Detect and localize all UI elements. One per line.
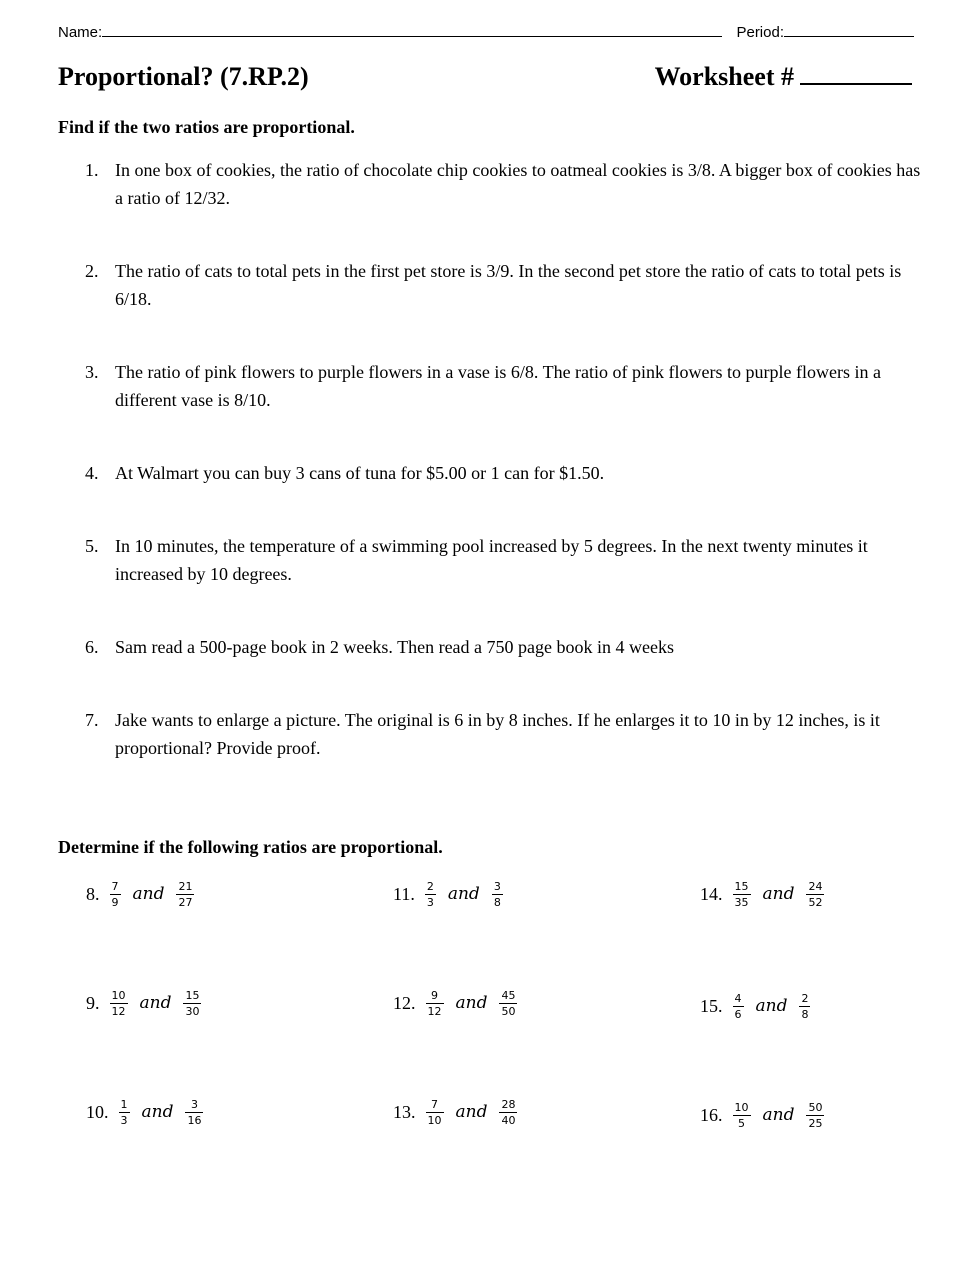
name-field[interactable] — [58, 22, 722, 41]
and-word: and — [755, 996, 788, 1016]
numerator: 3 — [190, 1097, 198, 1111]
fraction-a — [426, 989, 444, 1018]
ratio-item — [86, 1090, 207, 1134]
numerator: 28 — [501, 1097, 516, 1111]
denominator: 12 — [111, 1004, 126, 1018]
numerator: 10 — [111, 988, 126, 1002]
period-label: Period: — [736, 24, 784, 41]
problem-number: 6. — [85, 637, 99, 657]
problem-number: 7. — [85, 710, 99, 730]
ratio-number: 9. — [86, 992, 100, 1013]
ratio-item — [700, 984, 814, 1028]
denominator: 3 — [426, 895, 434, 909]
and-word: and — [762, 884, 795, 904]
problem-text: Jake wants to enlarge a picture. The original is 6 in by 8 inches. If he enlarges it to 10 in by 12 inches, is it proportional? Provide proof. — [115, 710, 880, 758]
worksheet-number — [655, 62, 912, 92]
ratio-number: 15. — [700, 995, 723, 1016]
numerator: 2 — [801, 991, 809, 1005]
numerator: 2 — [426, 879, 434, 893]
denominator: 12 — [427, 1004, 442, 1018]
and-word: and — [455, 1102, 488, 1122]
problem-text: The ratio of pink flowers to purple flowers in a vase is 6/8. The ratio of pink flowers to purple flowers in a different vase is 8/10. — [115, 362, 881, 410]
denominator: 50 — [501, 1004, 516, 1018]
ratio-item — [86, 872, 198, 916]
problem-text: At Walmart you can buy 3 cans of tuna for $5.00 or 1 can for $1.50. — [115, 463, 605, 483]
numerator: 10 — [734, 1100, 749, 1114]
problem-number: 4. — [85, 463, 99, 483]
ratio-number: 14. — [700, 883, 723, 904]
fraction-b — [799, 992, 810, 1021]
problem-number: 2. — [85, 261, 99, 281]
numerator: 24 — [808, 879, 823, 893]
fraction-a — [119, 1098, 130, 1127]
ratio-item — [393, 981, 521, 1025]
ratio-item — [393, 1090, 521, 1134]
fraction-a — [425, 880, 436, 909]
denominator: 30 — [185, 1004, 200, 1018]
header-line — [58, 22, 914, 44]
and-word: and — [141, 1102, 174, 1122]
numerator: 1 — [120, 1097, 128, 1111]
ratio-number: 16. — [700, 1104, 723, 1125]
section-2-heading: Determine if the following ratios are proportional. — [58, 837, 443, 857]
ratio-number: 8. — [86, 883, 100, 904]
fraction-b — [806, 1101, 824, 1130]
name-label: Name: — [58, 24, 103, 41]
problem-text: In one box of cookies, the ratio of chocolate chip cookies to oatmeal cookies is 3/8. A bigger box of cookies has a ratio of 12/32. — [115, 160, 921, 208]
denominator: 8 — [493, 895, 501, 909]
worksheet-number-blank[interactable] — [800, 63, 912, 85]
fraction-b — [183, 989, 201, 1018]
denominator: 52 — [808, 895, 823, 909]
fraction-b — [492, 880, 503, 909]
fraction-a — [110, 989, 128, 1018]
fraction-a — [426, 1098, 444, 1127]
worksheet-label: Worksheet # — [654, 62, 794, 91]
ratio-number: 11. — [393, 883, 415, 904]
numerator: 7 — [111, 879, 119, 893]
denominator: 25 — [808, 1116, 823, 1130]
denominator: 5 — [738, 1116, 745, 1130]
problem-number: 3. — [85, 362, 99, 382]
name-blank-line[interactable] — [102, 22, 722, 37]
problem-text: Sam read a 500-page book in 2 weeks. Then read a 750 page book in 4 weeks — [115, 637, 675, 657]
and-word: and — [762, 1105, 795, 1125]
problem-text: The ratio of cats to total pets in the first pet store is 3/9. In the second pet store the ratio of cats to total pets is 6/18. — [115, 261, 902, 309]
problem-number: 5. — [85, 536, 99, 556]
and-word: and — [132, 884, 165, 904]
page-title: Proportional? (7.RP.2) — [58, 62, 309, 91]
and-word: and — [455, 993, 488, 1013]
ratio-item — [86, 981, 205, 1025]
denominator: 27 — [178, 895, 193, 909]
fraction-b — [185, 1098, 203, 1127]
numerator: 50 — [808, 1100, 823, 1114]
denominator: 6 — [734, 1007, 742, 1021]
denominator: 35 — [734, 895, 749, 909]
denominator: 9 — [111, 895, 119, 909]
and-word: and — [139, 993, 172, 1013]
ratio-number: 12. — [393, 992, 416, 1013]
fraction-a — [733, 880, 751, 909]
fraction-b — [499, 989, 517, 1018]
fraction-b — [499, 1098, 517, 1127]
period-field[interactable] — [736, 22, 914, 41]
ratio-item — [393, 872, 507, 916]
numerator: 9 — [431, 988, 438, 1002]
denominator: 3 — [120, 1113, 128, 1127]
problem-text: In 10 minutes, the temperature of a swimming pool increased by 5 degrees. In the next twenty minutes it increased by 10 degrees. — [115, 536, 868, 584]
numerator: 4 — [734, 991, 742, 1005]
fraction-a — [733, 1101, 751, 1130]
ratio-number: 10. — [86, 1101, 109, 1122]
fraction-a — [110, 880, 121, 909]
numerator: 45 — [501, 988, 516, 1002]
denominator: 8 — [801, 1007, 809, 1021]
denominator: 40 — [501, 1113, 516, 1127]
numerator: 15 — [734, 879, 749, 893]
numerator: 21 — [178, 879, 193, 893]
ratio-item — [700, 872, 828, 916]
denominator: 10 — [427, 1113, 442, 1127]
fraction-b — [176, 880, 194, 909]
denominator: 16 — [187, 1113, 202, 1127]
fraction-a — [733, 992, 744, 1021]
ratio-number: 13. — [393, 1101, 416, 1122]
fraction-b — [806, 880, 824, 909]
numerator: 7 — [431, 1097, 438, 1111]
and-word: and — [447, 884, 480, 904]
problem-number: 1. — [85, 160, 99, 180]
ratio-item — [700, 1093, 828, 1137]
numerator: 3 — [493, 879, 501, 893]
period-blank-line[interactable] — [784, 22, 914, 37]
section-1-heading: Find if the two ratios are proportional. — [58, 117, 355, 137]
numerator: 15 — [185, 988, 200, 1002]
